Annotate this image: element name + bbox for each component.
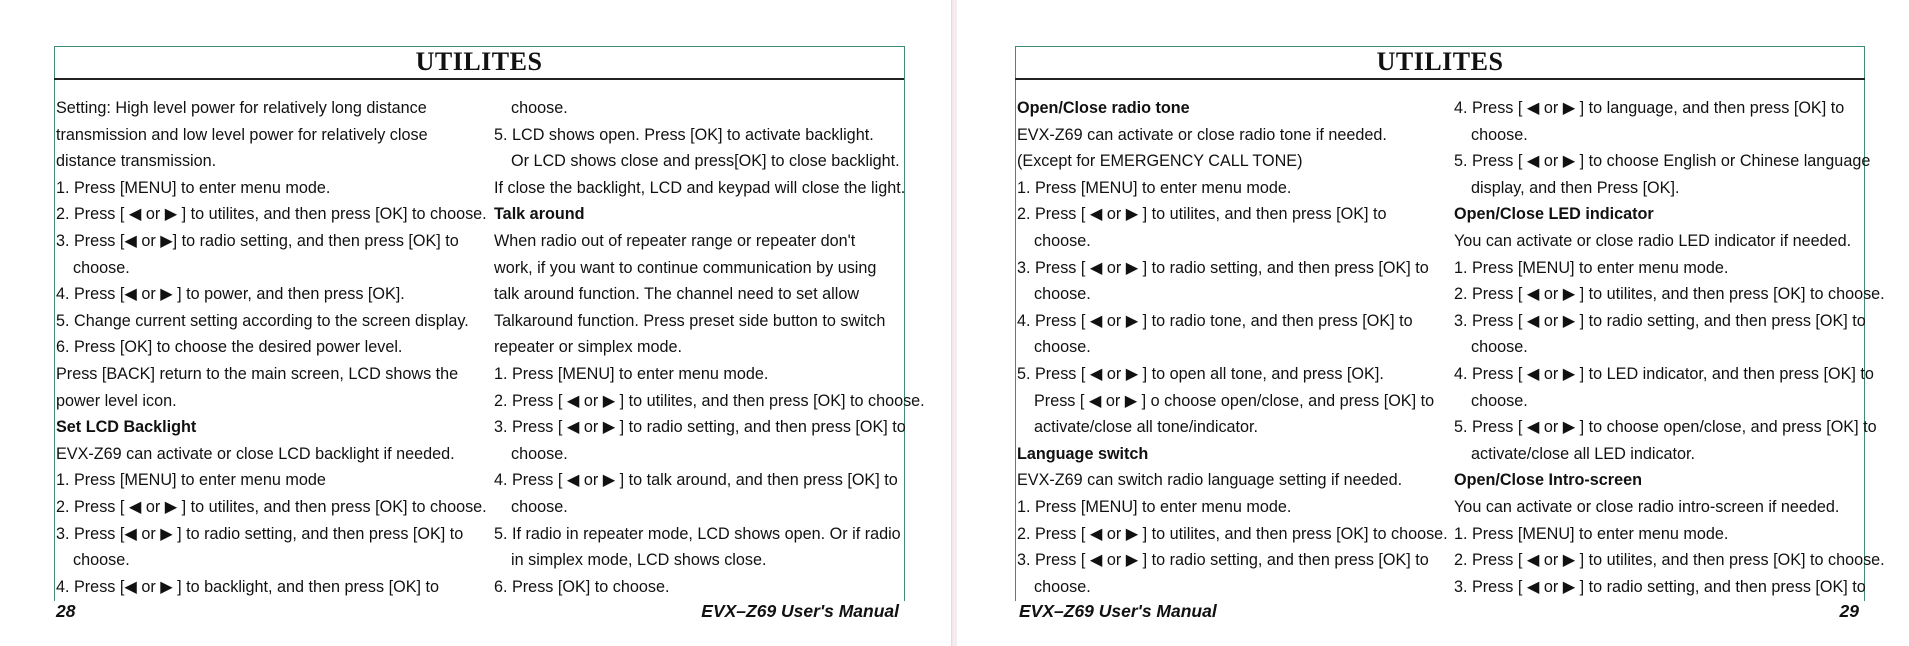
text-line: 5. LCD shows open. Press [OK] to activate backlight. — [494, 125, 874, 144]
text-line: choose. — [511, 444, 568, 463]
text-line: choose. — [1471, 391, 1528, 410]
text-line: 3. Press [◀ or ▶ ] to radio setting, and then press [OK] to — [56, 524, 464, 543]
text-line: 2. Press [ ◀ or ▶ ] to utilites, and then press [OK] to — [1017, 205, 1387, 224]
right-page-number: 29 — [1839, 601, 1859, 621]
text-line: power level icon. — [56, 391, 177, 410]
left-title-rule — [54, 78, 904, 80]
text-line: 4. Press [ ◀ or ▶ ] to LED indicator, and then press [OK] to — [1454, 364, 1874, 383]
text-line: Setting: High level power for relatively long distance — [56, 99, 427, 117]
text-line: Press [ ◀ or ▶ ] o choose open/close, and press [OK] to — [1034, 391, 1435, 410]
text-line: 2. Press [ ◀ or ▶ ] to utilites, and then press [OK] to choose. — [56, 497, 487, 516]
text-line: repeater or simplex mode. — [494, 338, 683, 357]
text-line: 5. Change current setting according to the screen display. — [56, 311, 469, 330]
text-line: activate/close all LED indicator. — [1471, 444, 1696, 463]
text-line: choose. — [73, 258, 130, 277]
text-line: EVX-Z69 can activate or close LCD backlight if needed. — [56, 444, 455, 463]
text-line: work, if you want to continue communication by using — [494, 258, 877, 277]
right-page-title: UTILITES — [1376, 47, 1504, 76]
text-line: choose. — [1034, 338, 1091, 357]
text-line: 2. Press [ ◀ or ▶ ] to utilites, and then press [OK] to choose. — [1454, 285, 1885, 304]
text-line: 2. Press [ ◀ or ▶ ] to utilites, and then press [OK] to choose. — [1017, 524, 1448, 543]
text-line: 3. Press [◀ or ▶] to radio setting, and then press [OK] to — [56, 231, 459, 250]
left-page — [0, 0, 951, 646]
text-line: choose. — [1471, 125, 1528, 144]
text-line: distance transmission. — [56, 152, 217, 171]
text-line: choose. — [1034, 285, 1091, 304]
text-line: 3. Press [ ◀ or ▶ ] to radio setting, and then press [OK] to — [1017, 551, 1429, 570]
text-line: When radio out of repeater range or repeater don't — [494, 231, 856, 250]
text-line: 4. Press [◀ or ▶ ] to power, and then press [OK]. — [56, 285, 405, 304]
section-heading: Open/Close Intro-screen — [1454, 471, 1642, 490]
text-line: EVX-Z69 can activate or close radio tone if needed. — [1017, 125, 1387, 144]
text-line: EVX-Z69 can switch radio language setting if needed. — [1017, 471, 1403, 490]
text-line: choose. — [511, 497, 568, 516]
text-line: 1. Press [MENU] to enter menu mode. — [1017, 178, 1292, 197]
text-line: 1. Press [MENU] to enter menu mode. — [1454, 258, 1729, 277]
text-line: 1. Press [MENU] to enter menu mode — [56, 471, 326, 490]
text-line: 5. Press [ ◀ or ▶ ] to choose open/close, and press [OK] to — [1454, 418, 1877, 437]
text-line: choose. — [1034, 577, 1091, 596]
text-line: Talkaround function. Press preset side button to switch — [494, 311, 886, 330]
right-page — [957, 0, 1909, 646]
text-line: display, and then Press [OK]. — [1471, 178, 1680, 197]
text-line: in simplex mode, LCD shows close. — [511, 551, 767, 570]
section-heading: Open/Close LED indicator — [1454, 205, 1654, 224]
left-page-title: UTILITES — [415, 47, 543, 76]
text-line: If close the backlight, LCD and keypad will close the light. — [494, 178, 906, 197]
text-line: choose. — [511, 99, 568, 117]
text-line: 1. Press [MENU] to enter menu mode. — [56, 178, 331, 197]
text-line: 3. Press [ ◀ or ▶ ] to radio setting, and then press [OK] to — [1454, 577, 1866, 596]
text-line: 4. Press [◀ or ▶ ] to backlight, and then press [OK] to — [56, 577, 439, 596]
text-line: 1. Press [MENU] to enter menu mode. — [494, 364, 769, 383]
text-line: You can activate or close radio LED indicator if needed. — [1454, 231, 1852, 250]
text-line: 3. Press [ ◀ or ▶ ] to radio setting, and then press [OK] to — [494, 418, 906, 437]
text-line: 5. Press [ ◀ or ▶ ] to choose English or Chinese language — [1454, 152, 1871, 171]
section-heading: Talk around — [494, 205, 585, 224]
text-line: (Except for EMERGENCY CALL TONE) — [1017, 152, 1303, 171]
text-line: 4. Press [ ◀ or ▶ ] to radio tone, and then press [OK] to — [1017, 311, 1413, 330]
text-line: 2. Press [ ◀ or ▶ ] to utilites, and then press [OK] to choose. — [1454, 551, 1885, 570]
text-line: choose. — [73, 551, 130, 570]
text-line: 2. Press [ ◀ or ▶ ] to utilites, and then press [OK] to choose. — [494, 391, 925, 410]
text-line: Press [BACK] return to the main screen, LCD shows the — [56, 364, 459, 383]
section-heading: Set LCD Backlight — [56, 418, 197, 437]
left-column-1 — [56, 95, 496, 600]
text-line: 1. Press [MENU] to enter menu mode. — [1454, 524, 1729, 543]
text-line: 2. Press [ ◀ or ▶ ] to utilites, and then press [OK] to choose. — [56, 205, 487, 224]
text-line: choose. — [1471, 338, 1528, 357]
left-page-number: 28 — [56, 601, 76, 621]
right-column-1 — [1017, 95, 1447, 600]
right-manual-name: EVX–Z69 User's Manual — [1019, 601, 1217, 621]
text-line: 3. Press [ ◀ or ▶ ] to radio setting, and then press [OK] to — [1017, 258, 1429, 277]
text-line: 5. Press [ ◀ or ▶ ] to open all tone, and press [OK]. — [1017, 364, 1384, 383]
text-line: 6. Press [OK] to choose. — [494, 577, 670, 596]
text-line: 1. Press [MENU] to enter menu mode. — [1017, 497, 1292, 516]
left-column-2 — [494, 95, 925, 600]
right-title-rule — [1015, 78, 1865, 80]
text-line: 5. If radio in repeater mode, LCD shows open. Or if radio — [494, 524, 901, 543]
text-line: Or LCD shows close and press[OK] to close backlight. — [511, 152, 900, 171]
text-line: 6. Press [OK] to choose the desired power level. — [56, 338, 403, 357]
text-line: activate/close all tone/indicator. — [1034, 418, 1259, 437]
right-column-2 — [1454, 95, 1885, 600]
text-line: talk around function. The channel need to set allow — [494, 285, 860, 304]
section-heading: Open/Close radio tone — [1017, 99, 1190, 117]
text-line: 4. Press [ ◀ or ▶ ] to talk around, and then press [OK] to — [494, 471, 898, 490]
text-line: You can activate or close radio intro-screen if needed. — [1454, 497, 1840, 516]
text-line: 4. Press [ ◀ or ▶ ] to language, and then press [OK] to — [1454, 99, 1845, 117]
left-manual-name: EVX–Z69 User's Manual — [701, 601, 899, 621]
section-heading: Language switch — [1017, 444, 1149, 463]
text-line: 3. Press [ ◀ or ▶ ] to radio setting, and then press [OK] to — [1454, 311, 1866, 330]
text-line: choose. — [1034, 231, 1091, 250]
text-line: transmission and low level power for relatively close — [56, 125, 428, 144]
